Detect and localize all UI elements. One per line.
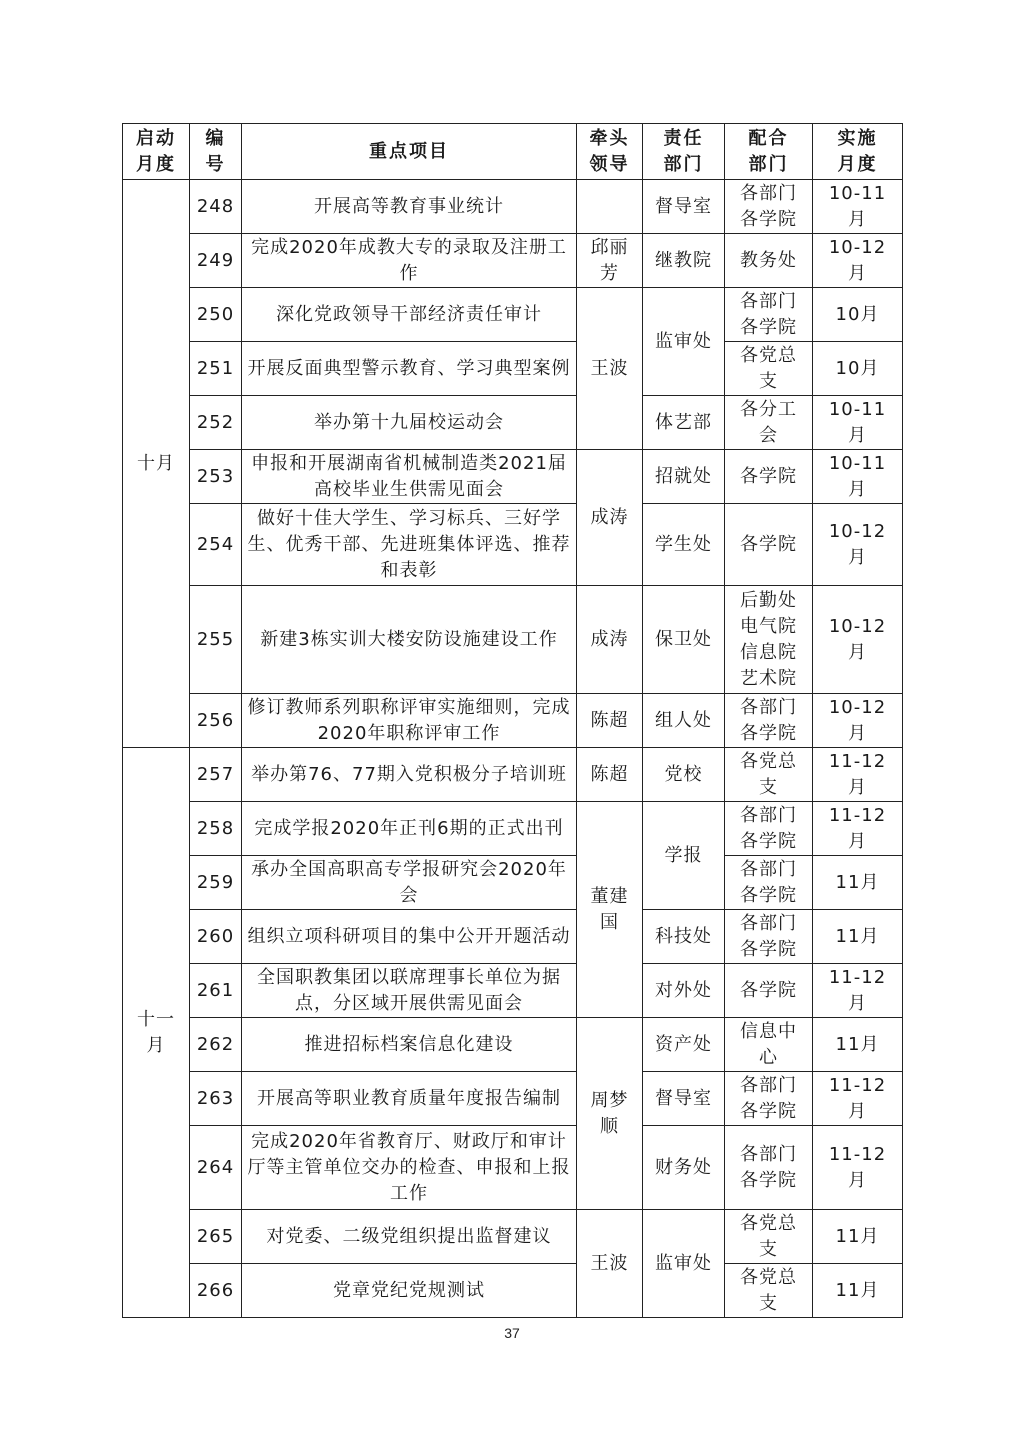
cooperate-cell: 后勤处 电气院 信息院 艺术院 [725, 586, 813, 694]
cooperate-cell: 各部门 各学院 [725, 694, 813, 748]
cooperate-cell: 各党总 支 [725, 342, 813, 396]
cooperate-cell: 各部门 各学院 [725, 802, 813, 856]
header-cooperate: 配合 部门 [725, 124, 813, 180]
responsible-cell: 督导室 [643, 180, 725, 234]
table-row [123, 586, 903, 694]
responsible-cell: 继教院 [643, 234, 725, 288]
table-row [123, 964, 903, 1018]
cooperate-cell: 信息中 心 [725, 1018, 813, 1072]
project-cell: 推进招标档案信息化建设 [242, 1018, 577, 1072]
project-cell: 修订教师系列职称评审实施细则，完成2020年职称评审工作 [242, 694, 577, 748]
cooperate-cell: 各党总 支 [725, 748, 813, 802]
project-cell: 开展反面典型警示教育、学习典型案例 [242, 342, 577, 396]
responsible-cell: 学报 [643, 802, 725, 910]
impl-month-cell: 10-12 月 [813, 234, 903, 288]
header-number: 编 号 [190, 124, 242, 180]
impl-month-cell: 11月 [813, 1264, 903, 1318]
table-row [123, 234, 903, 288]
header-impl-month: 实施 月度 [813, 124, 903, 180]
row-number: 260 [190, 910, 242, 964]
project-cell: 完成学报2020年正刊6期的正式出刊 [242, 802, 577, 856]
table-row [123, 288, 903, 342]
cooperate-cell: 各学院 [725, 450, 813, 504]
impl-month-cell: 11-12 月 [813, 802, 903, 856]
project-cell: 深化党政领导干部经济责任审计 [242, 288, 577, 342]
row-number: 256 [190, 694, 242, 748]
lead-cell: 周梦 顺 [577, 1018, 643, 1210]
responsible-cell: 财务处 [643, 1126, 725, 1210]
group-label-october: 十月 [123, 180, 190, 748]
row-number: 264 [190, 1126, 242, 1210]
impl-month-cell: 10月 [813, 342, 903, 396]
row-number: 253 [190, 450, 242, 504]
row-number: 248 [190, 180, 242, 234]
table-row [123, 802, 903, 856]
lead-cell: 陈超 [577, 694, 643, 748]
responsible-cell: 组人处 [643, 694, 725, 748]
impl-month-cell: 11-12 月 [813, 964, 903, 1018]
responsible-cell: 督导室 [643, 1072, 725, 1126]
table-row [123, 504, 903, 586]
responsible-cell: 监审处 [643, 1210, 725, 1318]
impl-month-cell: 10-11 月 [813, 450, 903, 504]
project-cell: 承办全国高职高专学报研究会2020年会 [242, 856, 577, 910]
cooperate-cell: 各学院 [725, 504, 813, 586]
header-responsible: 责任 部门 [643, 124, 725, 180]
cooperate-cell: 各党总 支 [725, 1210, 813, 1264]
row-number: 259 [190, 856, 242, 910]
responsible-cell: 党校 [643, 748, 725, 802]
impl-month-cell: 11月 [813, 1018, 903, 1072]
project-cell: 对党委、二级党组织提出监督建议 [242, 1210, 577, 1264]
table-row [123, 450, 903, 504]
cooperate-cell: 各部门 各学院 [725, 856, 813, 910]
cooperate-cell: 教务处 [725, 234, 813, 288]
table-row [123, 1072, 903, 1126]
row-number: 261 [190, 964, 242, 1018]
responsible-cell: 体艺部 [643, 396, 725, 450]
impl-month-cell: 10-12 月 [813, 586, 903, 694]
table-row [123, 1264, 903, 1318]
table-row [123, 1018, 903, 1072]
project-cell: 党章党纪党规测试 [242, 1264, 577, 1318]
project-cell: 做好十佳大学生、学习标兵、三好学生、优秀干部、先进班集体评选、推荐和表彰 [242, 504, 577, 586]
cooperate-cell: 各部门 各学院 [725, 180, 813, 234]
row-number: 266 [190, 1264, 242, 1318]
responsible-cell: 科技处 [643, 910, 725, 964]
responsible-cell: 对外处 [643, 964, 725, 1018]
lead-cell: 陈超 [577, 748, 643, 802]
table-header-row [123, 124, 903, 180]
header-lead: 牵头 领导 [577, 124, 643, 180]
lead-cell: 成涛 [577, 586, 643, 694]
table-row [123, 694, 903, 748]
row-number: 262 [190, 1018, 242, 1072]
row-number: 251 [190, 342, 242, 396]
impl-month-cell: 11-12 月 [813, 1126, 903, 1210]
work-plan-table [122, 123, 903, 1318]
cooperate-cell: 各部门 各学院 [725, 288, 813, 342]
project-cell: 申报和开展湖南省机械制造类2021届高校毕业生供需见面会 [242, 450, 577, 504]
page-number: 37 [504, 1325, 520, 1341]
lead-cell: 王波 [577, 288, 643, 450]
cooperate-cell: 各党总 支 [725, 1264, 813, 1318]
impl-month-cell: 11月 [813, 910, 903, 964]
row-number: 249 [190, 234, 242, 288]
impl-month-cell: 10-11 月 [813, 180, 903, 234]
lead-cell: 王波 [577, 1210, 643, 1318]
row-number: 254 [190, 504, 242, 586]
cooperate-cell: 各部门 各学院 [725, 910, 813, 964]
lead-cell: 邱丽 芳 [577, 234, 643, 288]
table-row [123, 748, 903, 802]
table-row [123, 1210, 903, 1264]
responsible-cell: 监审处 [643, 288, 725, 396]
header-project: 重点项目 [242, 124, 577, 180]
table-row [123, 396, 903, 450]
project-cell: 完成2020年成教大专的录取及注册工作 [242, 234, 577, 288]
row-number: 257 [190, 748, 242, 802]
impl-month-cell: 11月 [813, 856, 903, 910]
row-number: 263 [190, 1072, 242, 1126]
project-cell: 组织立项科研项目的集中公开开题活动 [242, 910, 577, 964]
project-cell: 完成2020年省教育厅、财政厅和审计厅等主管单位交办的检查、申报和上报工作 [242, 1126, 577, 1210]
row-number: 258 [190, 802, 242, 856]
row-number: 250 [190, 288, 242, 342]
cooperate-cell: 各部门 各学院 [725, 1126, 813, 1210]
table-row [123, 910, 903, 964]
cooperate-cell: 各分工 会 [725, 396, 813, 450]
impl-month-cell: 10-11 月 [813, 396, 903, 450]
impl-month-cell: 11-12 月 [813, 1072, 903, 1126]
row-number: 252 [190, 396, 242, 450]
row-number: 255 [190, 586, 242, 694]
project-cell: 举办第76、77期入党积极分子培训班 [242, 748, 577, 802]
table-row [123, 180, 903, 234]
impl-month-cell: 10-12 月 [813, 504, 903, 586]
lead-cell: 成涛 [577, 450, 643, 586]
table-row [123, 856, 903, 910]
project-cell: 开展高等职业教育质量年度报告编制 [242, 1072, 577, 1126]
impl-month-cell: 11-12 月 [813, 748, 903, 802]
cooperate-cell: 各学院 [725, 964, 813, 1018]
header-start-month: 启动 月度 [123, 124, 190, 180]
impl-month-cell: 10-12 月 [813, 694, 903, 748]
responsible-cell: 学生处 [643, 504, 725, 586]
row-number: 265 [190, 1210, 242, 1264]
table-row [123, 342, 903, 396]
responsible-cell: 保卫处 [643, 586, 725, 694]
responsible-cell: 招就处 [643, 450, 725, 504]
project-cell: 全国职教集团以联席理事长单位为据点，分区域开展供需见面会 [242, 964, 577, 1018]
table-row [123, 1126, 903, 1210]
responsible-cell: 资产处 [643, 1018, 725, 1072]
impl-month-cell: 11月 [813, 1210, 903, 1264]
project-cell: 开展高等教育事业统计 [242, 180, 577, 234]
group-label-november: 十一 月 [123, 748, 190, 1318]
cooperate-cell: 各部门 各学院 [725, 1072, 813, 1126]
project-cell: 新建3栋实训大楼安防设施建设工作 [242, 586, 577, 694]
lead-cell: 董建 国 [577, 802, 643, 1018]
lead-cell [577, 180, 643, 234]
impl-month-cell: 10月 [813, 288, 903, 342]
project-cell: 举办第十九届校运动会 [242, 396, 577, 450]
